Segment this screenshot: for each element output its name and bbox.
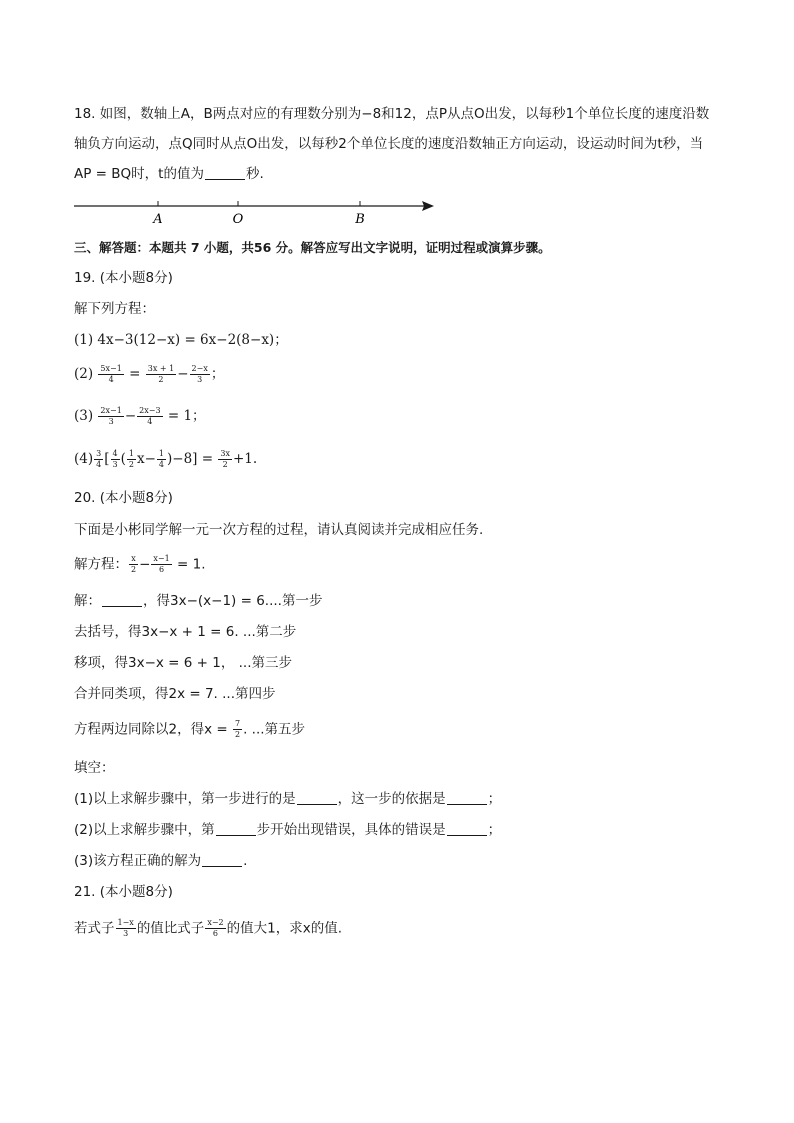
label-a: A xyxy=(153,212,163,227)
fraction: $\frac{2x-1}{3}$ xyxy=(100,406,122,426)
q20-eq-label: 解方程： xyxy=(74,556,128,573)
eq4-end: +1. xyxy=(232,451,258,467)
fraction: $\frac{4}{3}$ xyxy=(112,449,118,469)
q20-step5 xyxy=(74,719,305,740)
step1-post: ，得3x−(x−1) = 6....第一步 xyxy=(143,593,323,609)
answer-blank xyxy=(216,821,256,836)
eq4-label: (4) xyxy=(74,451,94,467)
task3-a: (3)该方程正确的解为 xyxy=(74,853,202,869)
eq2-label: (2) xyxy=(74,366,94,382)
fraction: $\frac{1}{4}$ xyxy=(158,449,164,469)
task3-b: . xyxy=(243,853,248,869)
q19-eq1: (1) 4x−3(12−x) = 6x−2(8−x)； xyxy=(74,332,288,348)
q21-body xyxy=(74,918,342,939)
label-o: O xyxy=(232,212,244,227)
answer-blank xyxy=(205,165,245,180)
q20-step2: 去括号，得3x−x + 1 = 6. ...第二步 xyxy=(74,624,297,640)
fraction: $\frac{5x-1}{4}$ xyxy=(100,364,122,384)
q19-eq3: (3) $\frac{2x-1}{3}$ − $\frac{2x-3}{4}$ = 1； xyxy=(74,406,206,426)
eq4-mid: −8] = xyxy=(172,451,214,467)
q20-header: 20. (本小题8分) xyxy=(74,490,173,506)
q18-line1: 18. 如图，数轴上A，B两点对应的有理数分别为−8和12，点P从点O出发，以每秒1个单位长度的速度沿数 xyxy=(74,106,710,122)
q19-eq2: (2) $\frac{5x-1}{4}$ = $\frac{3x + 1}{2}$ − $\frac{2-x}{3}$ ； xyxy=(74,364,225,384)
q20-intro: 下面是小彬同学解一元一次方程的过程，请认真阅读并完成相应任务. xyxy=(74,522,484,538)
fraction: $\frac{x-1}{6}$ xyxy=(153,554,170,574)
fraction: $\frac{x-2}{6}$ xyxy=(207,918,224,938)
fraction: $\frac{x}{2}$ xyxy=(131,554,137,574)
q20-task2 xyxy=(74,820,501,840)
q20-step4: 合并同类项，得2x = 7. ...第四步 xyxy=(74,686,276,702)
q20-step1 xyxy=(74,591,322,611)
task2-a: (2)以上求解步骤中，第 xyxy=(74,822,215,838)
answer-blank xyxy=(447,821,487,836)
step1-pre: 解： xyxy=(74,593,101,609)
number-line xyxy=(72,196,442,232)
fraction: $\frac{1-x}{3}$ xyxy=(117,918,134,938)
fraction: $\frac{3x + 1}{2}$ xyxy=(147,364,175,384)
q21-mid: 的值比式子 xyxy=(136,920,205,937)
answer-blank xyxy=(447,790,487,805)
fraction: $\frac{3}{4}$ xyxy=(96,449,102,469)
q18-line3-text: AP = BQ时，t的值为 xyxy=(74,166,204,182)
q18-line3-unit: 秒. xyxy=(245,166,264,182)
q18-line2: 轴负方向运动，点Q同时从点O出发，以每秒2个单位长度的速度沿数轴正方向运动，设运动时间为t秒，当 xyxy=(74,136,704,152)
fraction: $\frac{7}{2}$ xyxy=(234,719,241,739)
section-title: 三、解答题：本题共 7 小题，共56 分。解答应写出文字说明，证明过程或演算步骤。 xyxy=(74,240,551,255)
q20-task3 xyxy=(74,851,247,871)
q20-fill: 填空： xyxy=(74,760,115,776)
q19-header: 19. (本小题8分) xyxy=(74,270,173,286)
label-b: B xyxy=(355,212,365,227)
task1-c: ； xyxy=(487,791,502,807)
task1-a: (1)以上求解步骤中，第一步进行的是 xyxy=(74,791,296,807)
q18-line3 xyxy=(74,164,264,184)
fraction: $\frac{2-x}{3}$ xyxy=(191,364,208,384)
q19-eq4: (4) $\frac{3}{4}$ [ $\frac{4}{3}$ ( $\frac{1}{2}$ x− $\frac{1}{4}$ )−8] = $\frac{3x}{2}$ +1. xyxy=(74,449,258,469)
eq3-label: (3) xyxy=(74,408,94,424)
answer-blank xyxy=(202,852,242,867)
fraction: $\frac{1}{2}$ xyxy=(128,449,134,469)
task2-c: ； xyxy=(487,822,502,838)
task1-b: ，这一步的依据是 xyxy=(337,791,446,807)
q21-header: 21. (本小题8分) xyxy=(74,884,173,900)
answer-blank xyxy=(102,592,142,607)
answer-blank xyxy=(297,790,337,805)
task2-b: 步开始出现错误，具体的错误是 xyxy=(256,822,446,838)
q21-pre: 若式子 xyxy=(74,920,115,937)
eq3-rhs: = 1； xyxy=(167,408,206,424)
step5-pre: 方程两边同除以2，得x = xyxy=(74,721,228,738)
fraction: $\frac{3x}{2}$ xyxy=(220,449,230,469)
q20-step3: 移项，得3x−x = 6 + 1， ...第三步 xyxy=(74,655,293,671)
q20-eq-rhs: = 1. xyxy=(177,556,206,573)
q19-intro: 解下列方程： xyxy=(74,301,155,317)
q20-task1 xyxy=(74,789,501,809)
fraction: $\frac{2x-3}{4}$ xyxy=(139,406,161,426)
q21-post: 的值大1，求x的值. xyxy=(226,920,342,937)
step5-post: . ...第五步 xyxy=(243,721,306,738)
q20-equation: 解方程： $\frac{x}{2}$ − $\frac{x-1}{6}$ = 1. xyxy=(74,554,206,574)
